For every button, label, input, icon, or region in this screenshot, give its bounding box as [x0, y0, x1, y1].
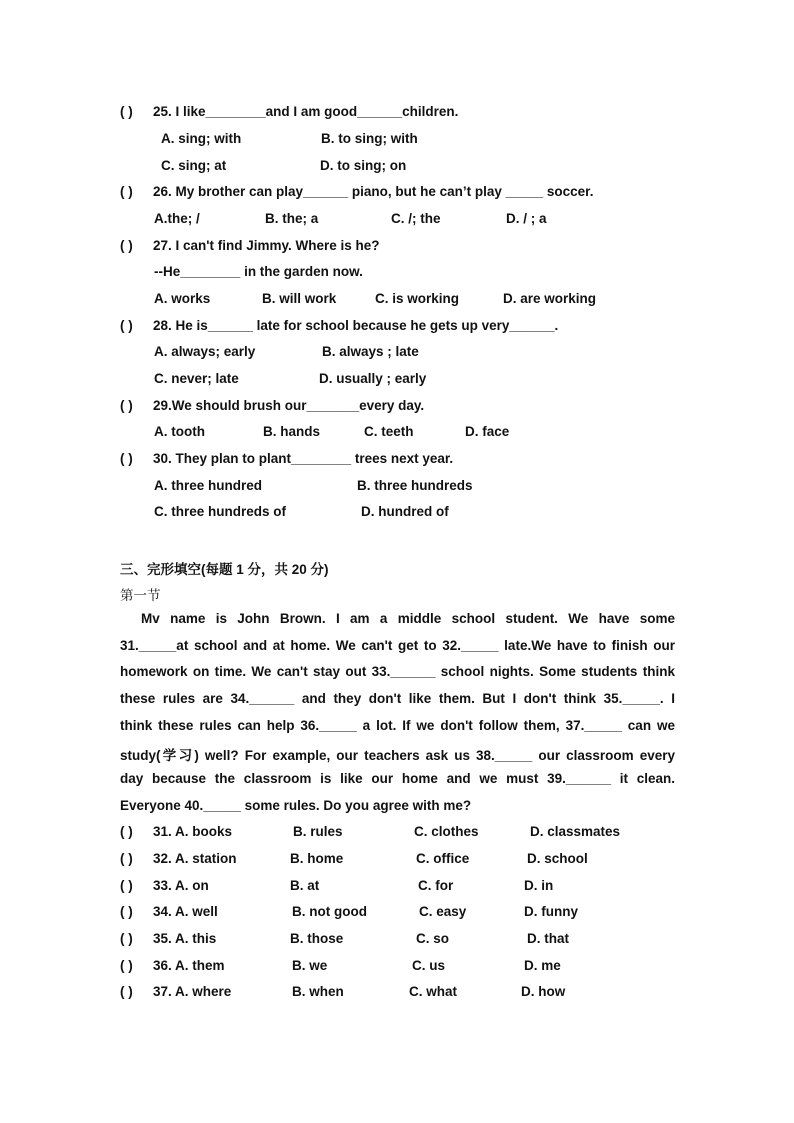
passage-line: day because the classroom is like our home and we must 39.______ it clean. [120, 771, 675, 786]
section-title: 三、完形填空(每题 1 分，共 20 分) [120, 562, 329, 577]
option-d: D. usually ; early [319, 371, 427, 386]
option-c: C. so [416, 931, 450, 946]
option-a: A. tooth [154, 424, 205, 439]
answer-blank[interactable]: ( ) [120, 238, 133, 253]
answer-blank[interactable]: ( ) [120, 184, 133, 199]
option-b: B. when [292, 984, 344, 999]
passage-line: think these rules can help 36._____ a lot. If we don't follow them, 37._____ can we [120, 718, 675, 733]
option-c: C. office [416, 851, 470, 866]
option-a: A. three hundred [154, 478, 263, 493]
option-d: D. funny [524, 904, 578, 919]
answer-blank[interactable]: ( ) [120, 878, 133, 893]
question-stem: 28. He is______ late for school because he gets up very______. [153, 318, 559, 333]
answer-blank[interactable]: ( ) [120, 104, 133, 119]
passage-line: Mv name is John Brown. I am a middle school student. We have some [141, 611, 675, 626]
option-b: B. always ; late [322, 344, 419, 359]
option-b: B. the; a [265, 211, 319, 226]
option-d: D. face [465, 424, 510, 439]
option-a: A.the; / [154, 211, 200, 226]
answer-blank[interactable]: ( ) [120, 398, 133, 413]
answer-blank[interactable]: ( ) [120, 451, 133, 466]
option-d: D. hundred of [361, 504, 449, 519]
passage-line: these rules are 34.______ and they don't like them. But I don't think 35._____. I [120, 691, 675, 706]
option-c: C. /; the [391, 211, 441, 226]
option-d: D. how [521, 984, 566, 999]
answer-blank[interactable]: ( ) [120, 984, 133, 999]
option-b: B. three hundreds [357, 478, 473, 493]
option-a: A. works [154, 291, 211, 306]
option-d: D. to sing; on [320, 158, 407, 173]
answer-blank[interactable]: ( ) [120, 318, 133, 333]
answer-blank[interactable]: ( ) [120, 824, 133, 839]
option-b: B. hands [263, 424, 321, 439]
option-b: B. home [290, 851, 344, 866]
option-a: 37. A. where [153, 984, 232, 999]
question-28 [120, 318, 680, 338]
option-c: C. easy [419, 904, 467, 919]
question-stem: 27. I can't find Jimmy. Where is he? [153, 238, 380, 253]
option-c: C. for [418, 878, 454, 893]
answer-blank[interactable]: ( ) [120, 931, 133, 946]
option-b: B. will work [262, 291, 337, 306]
option-a: A. always; early [154, 344, 256, 359]
answer-blank[interactable]: ( ) [120, 958, 133, 973]
option-a: 32. A. station [153, 851, 237, 866]
passage-line: 31._____at school and at home. We can't get to 32._____ late.We have to finish our [120, 638, 675, 653]
option-a: 34. A. well [153, 904, 218, 919]
option-b: B. not good [292, 904, 367, 919]
option-b: B. rules [293, 824, 343, 839]
option-c: C. three hundreds of [154, 504, 287, 519]
option-a: 33. A. on [153, 878, 209, 893]
question-26 [120, 184, 680, 204]
question-stem: 25. I like________and I am good______children. [153, 104, 459, 119]
option-c: C. is working [375, 291, 460, 306]
option-d: D. classmates [530, 824, 621, 839]
option-a: 31. A. books [153, 824, 233, 839]
question-27 [120, 238, 680, 258]
option-c: C. sing; at [161, 158, 227, 173]
option-a: 36. A. them [153, 958, 225, 973]
question-stem: 29.We should brush our_______every day. [153, 398, 425, 413]
option-c: C. us [412, 958, 446, 973]
question-25 [120, 104, 680, 124]
option-a: 35. A. this [153, 931, 217, 946]
option-d: D. me [524, 958, 561, 973]
passage-line: homework on time. We can't stay out 33.______ school nights. Some students think [120, 664, 675, 679]
passage-line: Everyone 40._____ some rules. Do you agree with me? [120, 798, 472, 813]
section-part-label: 第一节 [120, 588, 161, 603]
answer-blank[interactable]: ( ) [120, 851, 133, 866]
option-d: D. school [527, 851, 588, 866]
option-d: D. that [527, 931, 569, 946]
option-c: C. what [409, 984, 458, 999]
option-c: C. teeth [364, 424, 414, 439]
option-b: B. we [292, 958, 328, 973]
option-c: C. never; late [154, 371, 239, 386]
dialogue-answer-line: --He________ in the garden now. [154, 264, 363, 279]
option-d: D. in [524, 878, 554, 893]
question-30 [120, 451, 680, 471]
option-b: B. at [290, 878, 320, 893]
option-c: C. clothes [414, 824, 479, 839]
option-b: B. those [290, 931, 344, 946]
option-d: D. / ; a [506, 211, 547, 226]
option-b: B. to sing; with [321, 131, 418, 146]
question-stem: 30. They plan to plant________ trees next year. [153, 451, 454, 466]
answer-blank[interactable]: ( ) [120, 904, 133, 919]
option-a: A. sing; with [161, 131, 242, 146]
question-stem: 26. My brother can play______ piano, but he can’t play _____ soccer. [153, 184, 594, 199]
passage-line: study(学习) well? For example, our teachers ask us 38._____ our classroom every [120, 748, 675, 763]
question-29 [120, 398, 680, 418]
option-d: D. are working [503, 291, 597, 306]
